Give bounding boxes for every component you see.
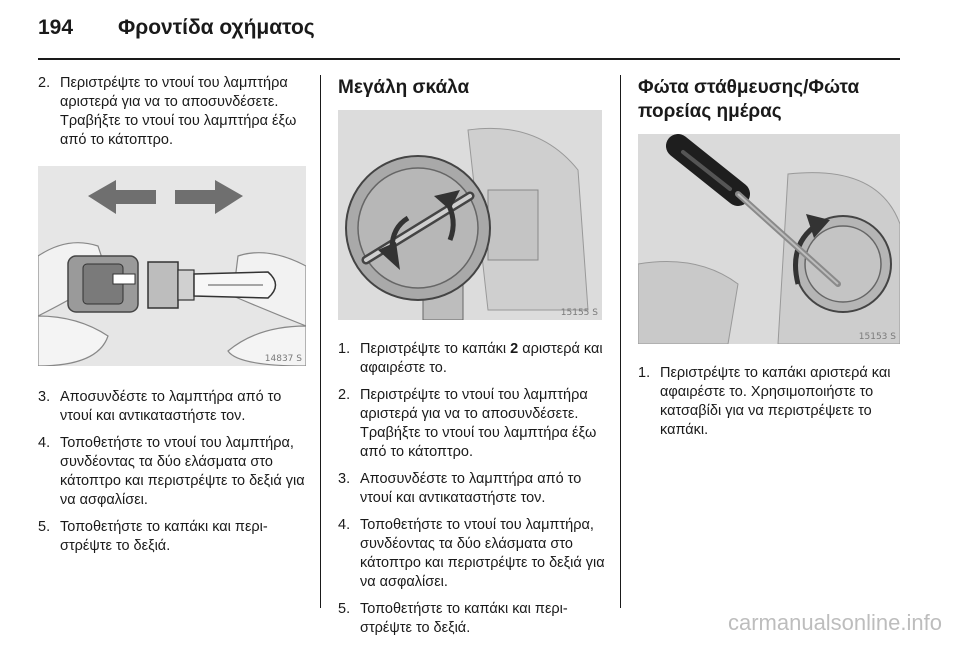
step-number: 4.: [38, 435, 51, 451]
step-text: Περιστρέψτε το καπάκι αριστερά και αφαιρέστε το. Χρησιμοποιήστε το κατσαβίδι για να περιστρέψετε το καπάκι.: [660, 365, 891, 438]
step-text: Τοποθετήστε το ντουί του λαμπτήρα, συνδέοντας τα δύο ελάσματα στο κάτοπτρο και περιστρέψτε το δεξιά για να ασφαλίσει.: [60, 435, 305, 508]
step-text: Αποσυνδέστε το λαμπτήρα από το ντουί και αντικαταστήστε τον.: [60, 389, 282, 424]
step-text: Περιστρέψτε το ντουί του λαμπτήρα αριστερά για να το αποσυνδέσετε. Τραβήξτε το ντουί του λαμπτήρα έξω από το κάτοπτρο.: [60, 75, 297, 148]
step-text: Αποσυνδέστε το λαμπτήρα από το ντουί και αντικαταστήστε τον.: [360, 471, 582, 506]
high-beam-figure: [338, 110, 602, 320]
list-item: [38, 434, 308, 510]
left-column: [38, 74, 308, 564]
left-steps-top: [38, 74, 308, 150]
high-beam-cap-illustration: [338, 110, 602, 320]
step-text: Περιστρέψτε το ντουί του λαμπτήρα αριστερά για να το αποσυνδέσετε. Τραβήξτε το ντουί του λαμπτήρα έξω από το κάτοπτρο.: [360, 387, 597, 460]
step-number: 5.: [38, 519, 51, 535]
list-item: [338, 470, 606, 508]
watermark: carmanualsonline.info: [727, 610, 942, 635]
middle-steps: [338, 340, 606, 638]
page-number: 194: [38, 16, 74, 39]
list-item: [38, 518, 308, 556]
section-heading: Μεγάλη σκάλα: [338, 77, 470, 98]
step-number: 3.: [38, 389, 51, 405]
list-item: [338, 600, 606, 638]
header-rule: [38, 58, 900, 60]
step-text: Περιστρέψτε το καπάκι: [360, 341, 511, 357]
callout-number: 2: [510, 341, 519, 357]
list-item: [338, 340, 606, 378]
section-heading: Φώτα στάθμευσης/Φώτα πορείας ημέρας: [638, 77, 860, 122]
step-number: 4.: [338, 517, 351, 533]
step-text: Τοποθετήστε το ντουί του λαμπτήρα, συνδέοντας τα δύο ελάσματα στο κάτοπτρο και περιστρέψτε το δεξιά για να ασφαλίσει.: [360, 517, 605, 590]
step-text-continued: αριστερά και αφαιρέστε το.: [360, 341, 603, 376]
step-text: Τοποθετήστε το καπάκι και περιστρέψτε το δεξιά.: [60, 519, 268, 554]
step-number: 1.: [638, 365, 651, 381]
step-text: Τοποθετήστε το καπάκι και περιστρέψτε το δεξιά.: [360, 601, 568, 636]
page-title: Φροντίδα οχήματος: [118, 16, 315, 39]
bulb-removal-illustration: [38, 166, 306, 366]
parking-light-figure: [638, 134, 900, 344]
left-steps-bottom: [38, 388, 308, 556]
step-number: 2.: [338, 387, 351, 403]
step-number: 2.: [38, 75, 51, 91]
list-item: [38, 74, 308, 150]
middle-column: [338, 74, 606, 646]
list-item: [338, 386, 606, 462]
figure-code: 15155 S: [560, 308, 598, 318]
figure-code: 15153 S: [858, 332, 896, 342]
figure-code: 14837 S: [264, 354, 302, 364]
right-steps: [638, 364, 903, 440]
right-column: [638, 74, 903, 448]
list-item: [338, 516, 606, 592]
list-item: [638, 364, 903, 440]
column-divider-right: [620, 75, 621, 608]
column-divider-left: [320, 75, 321, 608]
bulb-removal-figure: [38, 166, 306, 366]
list-item: [38, 388, 308, 426]
screwdriver-illustration: [638, 134, 900, 344]
step-number: 5.: [338, 601, 351, 617]
step-number: 1.: [338, 341, 351, 357]
step-number: 3.: [338, 471, 351, 487]
